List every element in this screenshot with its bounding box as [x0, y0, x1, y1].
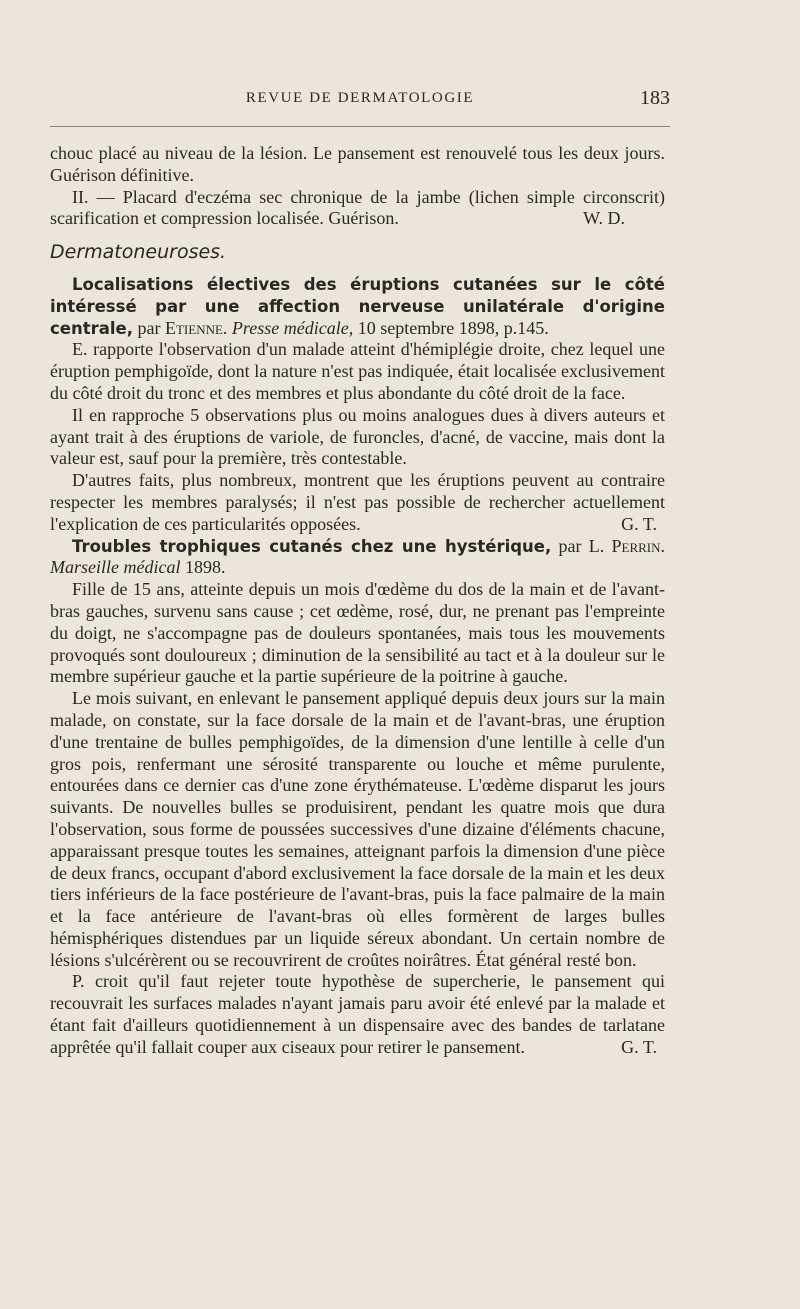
- signature: G. T.: [621, 513, 657, 534]
- article-heading: [50, 536, 665, 580]
- author-dot: .: [222, 317, 232, 338]
- article-paragraph: Il en rapproche 5 observations plus ou moins analogues dues à divers auteurs et ayant trait à des éruptions de variole, de furoncles, d'acné, de vaccine, mais dont la valeur est, sauf pour la première, très contestable.: [50, 404, 665, 469]
- signature: W. D.: [583, 208, 625, 229]
- article-paragraph: Fille de 15 ans, atteinte depuis un mois d'œdème du dos de la main et de l'avant-bras gauches, survenu sans cause ; cet œdème, rosé, dur, ne prenant pas l'empreinte du doigt, ne s'accompagne pas de douleurs spontanées, mais tous les mouvements provoqués sont douloureux ; diminution de la sensibilité au tact et à la douleur sur le membre supérieur gauche et la partie supérieure de la poitrine à gauche.: [50, 579, 665, 687]
- paragraph-text: D'autres faits, plus nombreux, montrent que les éruptions peuvent au contraire respecter les membres paralysés; il n'est pas possible de rechercher actuellement l'explication de ces particularités opposées.: [50, 470, 665, 534]
- author-initial: L.: [588, 535, 612, 556]
- article-reference: 1898.: [180, 557, 226, 578]
- running-title: REVUE DE DERMATOLOGIE: [245, 90, 475, 106]
- paragraph-case-2: [50, 187, 665, 231]
- article-title: Troubles trophiques cutanés chez une hystérique,: [72, 536, 552, 556]
- article-journal: Marseille médical: [50, 557, 181, 578]
- author-dot: .: [660, 535, 666, 556]
- article-title: Localisations électives des éruptions cutanées sur le côté intéressé par une affection nerveuse unilatérale d'origine centrale,: [50, 274, 665, 338]
- article-journal: Presse médicale,: [231, 317, 354, 338]
- article-paragraph: [50, 470, 665, 535]
- paragraph-text: II. — Placard d'eczéma sec chronique de la jambe (lichen simple circonscrit) scarification et compression localisée. Guérison.: [50, 186, 665, 229]
- section-title: Dermatoneuroses.: [50, 241, 227, 264]
- article-author: Perrin: [611, 535, 661, 556]
- page-body: [50, 143, 665, 1059]
- paragraph-text: P. croit qu'il faut rejeter toute hypothèse de supercherie, le pansement qui recouvrait les surfaces malades n'ayant jamais paru avoir été enlevé par la malade et étant fait d'ailleurs quotidiennement à un dispensaire avec des bandes de tarlatane apprêtée qu'il fallait couper aux ciseaux pour retirer le pansement.: [50, 971, 665, 1057]
- article-paragraph: E. rapporte l'observation d'un malade atteint d'hémiplégie droite, chez lequel une éruption pemphigoïde, dont la nature n'est pas indiquée, était localisée exclusivement du côté droit du tronc et des membres et plus abondante du côté droit de la face.: [50, 339, 665, 403]
- article-heading: [50, 274, 665, 339]
- article-author: Etienne: [164, 317, 223, 338]
- page-number: 183: [640, 87, 670, 109]
- header-rule: [50, 126, 670, 127]
- running-head: [50, 87, 670, 114]
- article-paragraph: Le mois suivant, en enlevant le pansement appliqué depuis deux jours sur la main malade, on constate, sur la face dorsale de la main et de l'avant-bras, une éruption d'une trentaine de bulles pemphigoïdes, de la dimension d'une lentille à celle d'un gros pois, renfermant une sérosité transparente ou louche et même purulente, entourées dans ce dernier cas d'une zone érythémateuse. L'œdème disparut les jours suivants. De nouvelles bulles se produisirent, pendant les quatre mois que dura l'observation, sous forme de poussées successives d'une dizaine d'éléments chacune, apparaissant presque toutes les semaines, atteignant parfois la dimension d'une pièce de deux francs, occupant d'abord exclusivement la face dorsale de la main et les deux tiers inférieurs de la face postérieure de l'avant-bras, puis la face palmaire de la main et la face antérieure de l'avant-bras où elles formèrent de larges bulles hémisphériques distendues par un liquide séreux abondant. Un certain nombre de lésions s'ulcérèrent ou se recouvrirent de croûtes noirâtres. État général resté bon.: [50, 688, 665, 970]
- signature: G. T.: [621, 1036, 657, 1057]
- article-by: par: [551, 535, 589, 556]
- article-by: par: [133, 317, 165, 338]
- article-paragraph: [50, 971, 665, 1058]
- article-reference: 10 septembre 1898, p.145.: [353, 317, 549, 338]
- continued-paragraph: chouc placé au niveau de la lésion. Le pansement est renouvelé tous les deux jours. Guérison définitive.: [50, 143, 665, 185]
